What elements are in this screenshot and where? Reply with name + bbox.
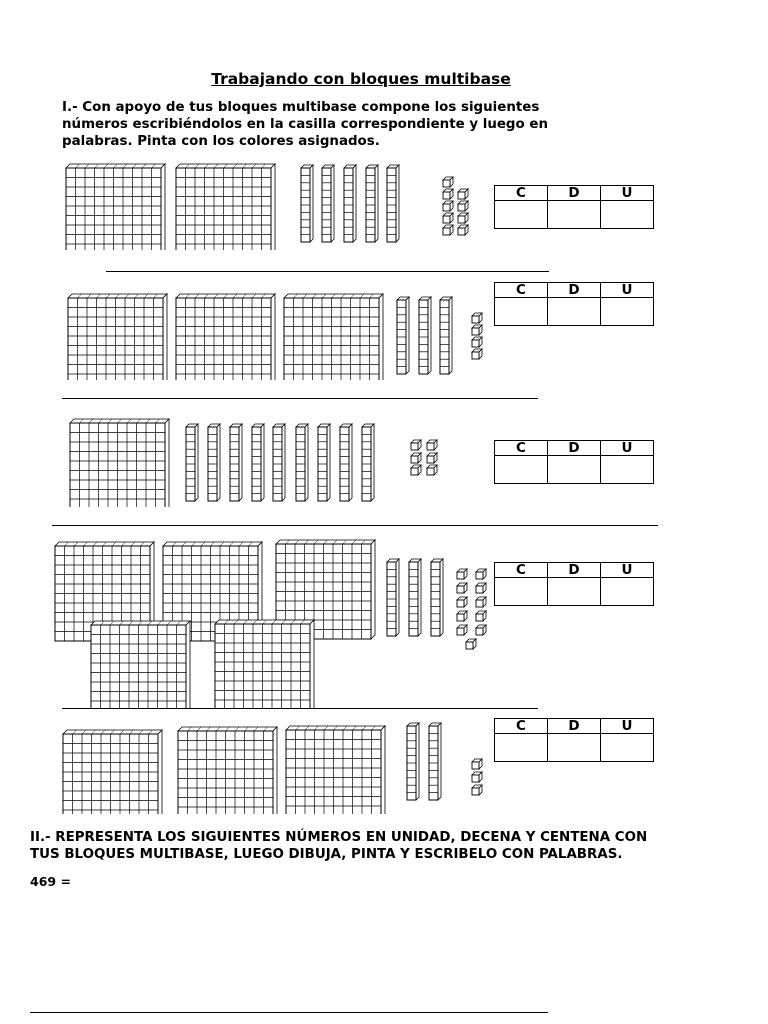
ten-rod bbox=[419, 297, 431, 374]
answer-c[interactable] bbox=[495, 734, 548, 762]
header-u: U bbox=[601, 283, 654, 298]
ten-rod bbox=[387, 559, 399, 636]
header-c: C bbox=[495, 719, 548, 734]
hundred-block bbox=[176, 294, 275, 380]
header-c: C bbox=[495, 283, 548, 298]
answer-line-2[interactable] bbox=[62, 398, 538, 399]
unit-cube bbox=[476, 597, 486, 607]
hundred-block bbox=[284, 294, 383, 380]
ten-rod bbox=[397, 297, 409, 374]
unit-cube bbox=[472, 313, 482, 323]
exercise-2-blocks bbox=[0, 290, 490, 380]
ten-rod bbox=[296, 424, 308, 501]
exercise-3-blocks bbox=[0, 415, 490, 507]
cdu-table-4 bbox=[494, 562, 654, 606]
exercise-4-blocks bbox=[0, 538, 495, 708]
ten-rod bbox=[273, 424, 285, 501]
header-u: U bbox=[601, 719, 654, 734]
ten-rod bbox=[409, 559, 421, 636]
answer-line-5[interactable] bbox=[30, 1012, 548, 1013]
answer-c[interactable] bbox=[495, 298, 548, 326]
number-prompt-469: 469 = bbox=[30, 874, 71, 889]
hundred-block bbox=[63, 730, 162, 814]
cdu-table-2 bbox=[494, 282, 654, 326]
unit-cube bbox=[411, 453, 421, 463]
unit-cube bbox=[458, 201, 468, 211]
cdu-table-1 bbox=[494, 185, 654, 229]
ten-rod bbox=[340, 424, 352, 501]
hundred-block bbox=[178, 727, 277, 814]
ten-rod bbox=[318, 424, 330, 501]
hundred-block bbox=[68, 294, 167, 380]
unit-cube bbox=[476, 625, 486, 635]
header-d: D bbox=[548, 283, 601, 298]
ten-rod bbox=[366, 165, 378, 242]
unit-cube bbox=[457, 611, 467, 621]
answer-c[interactable] bbox=[495, 578, 548, 606]
unit-cube bbox=[458, 189, 468, 199]
unit-cube bbox=[443, 177, 453, 187]
header-c: C bbox=[495, 441, 548, 456]
unit-cube bbox=[472, 759, 482, 769]
unit-cube bbox=[457, 625, 467, 635]
hundred-block bbox=[286, 726, 385, 814]
hundred-block bbox=[176, 164, 275, 250]
worksheet-title: Trabajando con bloques multibase bbox=[211, 70, 511, 88]
ten-rod bbox=[252, 424, 264, 501]
exercise-3-drawing bbox=[0, 415, 490, 507]
unit-cube bbox=[476, 569, 486, 579]
unit-cube bbox=[411, 465, 421, 475]
unit-cube bbox=[457, 583, 467, 593]
unit-cube bbox=[443, 225, 453, 235]
unit-cube bbox=[457, 597, 467, 607]
header-u: U bbox=[601, 441, 654, 456]
answer-line-3[interactable] bbox=[52, 525, 658, 526]
instructions-part-2: II.- REPRESENTA LOS SIGUIENTES NÚMEROS EN UNIDAD, DECENA Y CENTENA CON TUS BLOQUES MULTIBASE, LUEGO DIBUJA, PINTA Y ESCRIBELO CON PALABRAS. bbox=[30, 830, 648, 862]
header-c: C bbox=[495, 186, 548, 201]
answer-u[interactable] bbox=[601, 578, 654, 606]
header-c: C bbox=[495, 563, 548, 578]
exercise-1-drawing bbox=[0, 160, 490, 250]
hundred-block bbox=[66, 164, 165, 250]
ten-rod bbox=[344, 165, 356, 242]
unit-cube bbox=[476, 583, 486, 593]
header-d: D bbox=[548, 441, 601, 456]
exercise-1-blocks bbox=[0, 160, 490, 250]
answer-line-4[interactable] bbox=[62, 708, 538, 709]
answer-u[interactable] bbox=[601, 734, 654, 762]
cdu-table-3 bbox=[494, 440, 654, 484]
header-u: U bbox=[601, 563, 654, 578]
exercise-5-drawing bbox=[0, 722, 490, 814]
ten-rod bbox=[322, 165, 334, 242]
answer-u[interactable] bbox=[601, 456, 654, 484]
ten-rod bbox=[429, 723, 441, 800]
answer-line-1[interactable] bbox=[106, 271, 549, 272]
unit-cube bbox=[476, 611, 486, 621]
unit-cube bbox=[443, 213, 453, 223]
header-d: D bbox=[548, 563, 601, 578]
exercise-2-drawing bbox=[0, 290, 490, 380]
ten-rod bbox=[186, 424, 198, 501]
unit-cube bbox=[466, 639, 476, 649]
exercise-4-drawing bbox=[0, 538, 495, 708]
answer-d[interactable] bbox=[548, 578, 601, 606]
ten-rod bbox=[431, 559, 443, 636]
ten-rod bbox=[440, 297, 452, 374]
unit-cube bbox=[443, 201, 453, 211]
unit-cube bbox=[427, 453, 437, 463]
hundred-block bbox=[91, 621, 190, 708]
ten-rod bbox=[230, 424, 242, 501]
unit-cube bbox=[472, 337, 482, 347]
unit-cube bbox=[458, 213, 468, 223]
instructions-part-1: I.- Con apoyo de tus bloques multibase compone los siguientes números escribiéndolos en la casilla correspondiente y luego en palabras. Pinta con los colores asignados. bbox=[62, 100, 548, 149]
ten-rod bbox=[208, 424, 220, 501]
header-d: D bbox=[548, 719, 601, 734]
hundred-block bbox=[70, 419, 169, 507]
ten-rod bbox=[387, 165, 399, 242]
answer-c[interactable] bbox=[495, 456, 548, 484]
unit-cube bbox=[457, 569, 467, 579]
ten-rod bbox=[407, 723, 419, 800]
unit-cube bbox=[427, 465, 437, 475]
answer-c[interactable] bbox=[495, 201, 548, 229]
unit-cube bbox=[472, 325, 482, 335]
ten-rod bbox=[301, 165, 313, 242]
header-d: D bbox=[548, 186, 601, 201]
answer-u[interactable] bbox=[601, 298, 654, 326]
unit-cube bbox=[472, 349, 482, 359]
unit-cube bbox=[427, 440, 437, 450]
hundred-block bbox=[215, 620, 314, 708]
unit-cube bbox=[472, 785, 482, 795]
answer-d[interactable] bbox=[548, 298, 601, 326]
unit-cube bbox=[443, 189, 453, 199]
unit-cube bbox=[458, 225, 468, 235]
unit-cube bbox=[472, 772, 482, 782]
answer-u[interactable] bbox=[601, 201, 654, 229]
cdu-table-5 bbox=[494, 718, 654, 762]
answer-d[interactable] bbox=[548, 201, 601, 229]
answer-d[interactable] bbox=[548, 456, 601, 484]
answer-d[interactable] bbox=[548, 734, 601, 762]
exercise-5-blocks bbox=[0, 722, 490, 814]
unit-cube bbox=[411, 440, 421, 450]
ten-rod bbox=[362, 424, 374, 501]
header-u: U bbox=[601, 186, 654, 201]
